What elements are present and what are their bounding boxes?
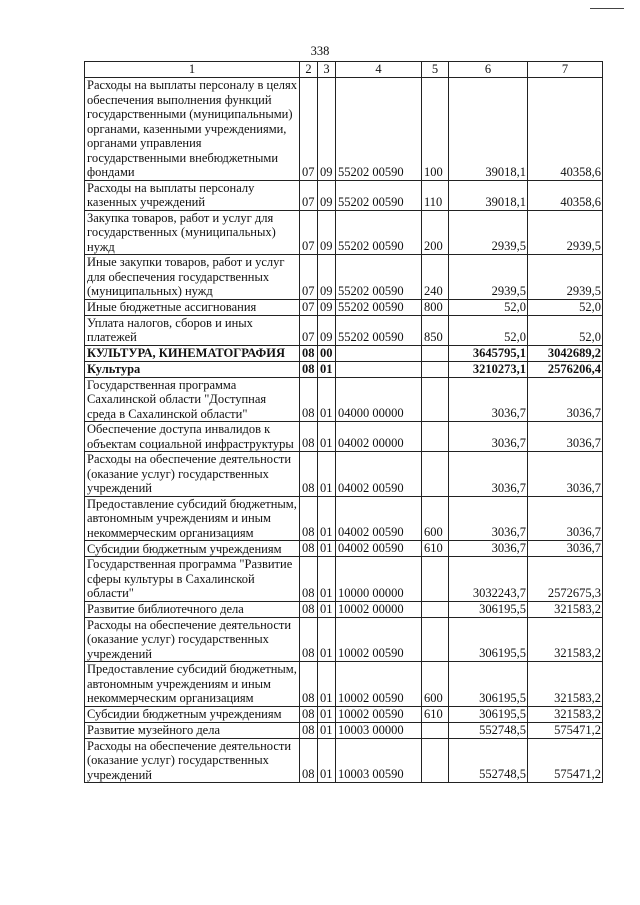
table-row (85, 722, 603, 738)
row-amount-1: 39018,1 (449, 78, 528, 181)
row-amount-2: 3036,7 (528, 422, 603, 452)
table-row (85, 496, 603, 541)
row-subsection-code: 09 (318, 255, 336, 300)
row-subsection-code: 01 (318, 361, 336, 377)
row-target-article: 55202 00590 (336, 210, 422, 255)
row-section-code: 08 (300, 361, 318, 377)
row-target-article: 55202 00590 (336, 315, 422, 345)
row-section-code: 07 (300, 255, 318, 300)
row-subsection-code: 01 (318, 601, 336, 617)
row-subsection-code: 09 (318, 299, 336, 315)
row-name: Государственная программа "Развитие сферы культуры в Сахалинской области" (85, 557, 300, 602)
row-target-article: 04000 00000 (336, 377, 422, 422)
row-amount-2: 321583,2 (528, 706, 603, 722)
scan-mark (590, 8, 624, 9)
row-name: Расходы на выплаты персоналу в целях обеспечения выполнения функций государственными (муниципальными) органами, казенными учреждениями, органами управления государственными внебюджетными фондами (85, 78, 300, 181)
row-subsection-code: 09 (318, 210, 336, 255)
row-amount-1: 2939,5 (449, 255, 528, 300)
row-amount-1: 52,0 (449, 299, 528, 315)
table-row (85, 299, 603, 315)
row-section-code: 08 (300, 706, 318, 722)
row-amount-1: 552748,5 (449, 738, 528, 783)
row-expense-type (422, 738, 449, 783)
row-amount-2: 3042689,2 (528, 345, 603, 361)
row-subsection-code: 01 (318, 617, 336, 662)
row-expense-type: 600 (422, 662, 449, 707)
row-target-article: 10003 00590 (336, 738, 422, 783)
column-header: 6 (449, 62, 528, 78)
row-name: Обеспечение доступа инвалидов к объектам социальной инфраструктуры (85, 422, 300, 452)
table-row (85, 601, 603, 617)
row-expense-type (422, 345, 449, 361)
row-target-article: 10002 00000 (336, 601, 422, 617)
budget-table (84, 61, 603, 783)
row-name: Субсидии бюджетным учреждениям (85, 541, 300, 557)
table-row (85, 452, 603, 497)
row-name: Развитие библиотечного дела (85, 601, 300, 617)
column-header: 4 (336, 62, 422, 78)
row-subsection-code: 01 (318, 377, 336, 422)
column-header: 2 (300, 62, 318, 78)
row-expense-type: 110 (422, 180, 449, 210)
row-section-code: 08 (300, 345, 318, 361)
table-row (85, 345, 603, 361)
row-expense-type: 800 (422, 299, 449, 315)
table-row (85, 541, 603, 557)
table-row (85, 315, 603, 345)
row-name: Расходы на обеспечение деятельности (оказание услуг) государственных учреждений (85, 617, 300, 662)
row-expense-type (422, 452, 449, 497)
row-subsection-code: 09 (318, 78, 336, 181)
row-amount-2: 321583,2 (528, 601, 603, 617)
row-subsection-code: 00 (318, 345, 336, 361)
row-target-article: 04002 00000 (336, 422, 422, 452)
row-target-article: 04002 00590 (336, 541, 422, 557)
row-amount-1: 2939,5 (449, 210, 528, 255)
row-expense-type (422, 601, 449, 617)
row-target-article: 55202 00590 (336, 78, 422, 181)
row-amount-2: 3036,7 (528, 377, 603, 422)
row-expense-type: 100 (422, 78, 449, 181)
row-section-code: 08 (300, 617, 318, 662)
row-section-code: 08 (300, 541, 318, 557)
page-number: 338 (310, 44, 330, 58)
row-section-code: 08 (300, 557, 318, 602)
row-amount-1: 52,0 (449, 315, 528, 345)
row-subsection-code: 01 (318, 541, 336, 557)
row-name: Уплата налогов, сборов и иных платежей (85, 315, 300, 345)
row-expense-type: 600 (422, 496, 449, 541)
row-section-code: 07 (300, 315, 318, 345)
row-section-code: 08 (300, 496, 318, 541)
table-header-row (85, 62, 603, 78)
row-amount-1: 39018,1 (449, 180, 528, 210)
table-row (85, 422, 603, 452)
row-target-article (336, 361, 422, 377)
row-amount-1: 3036,7 (449, 452, 528, 497)
row-section-code: 07 (300, 78, 318, 181)
row-target-article: 10002 00590 (336, 617, 422, 662)
row-subsection-code: 01 (318, 662, 336, 707)
table-row (85, 255, 603, 300)
row-amount-1: 3210273,1 (449, 361, 528, 377)
row-name: Предоставление субсидий бюджетным, автономным учреждениям и иным некоммерческим организациям (85, 496, 300, 541)
row-target-article: 04002 00590 (336, 452, 422, 497)
row-amount-2: 3036,7 (528, 452, 603, 497)
table-row (85, 738, 603, 783)
row-amount-2: 575471,2 (528, 738, 603, 783)
table-row (85, 377, 603, 422)
row-subsection-code: 09 (318, 180, 336, 210)
row-amount-1: 306195,5 (449, 706, 528, 722)
column-header: 1 (85, 62, 300, 78)
column-header: 3 (318, 62, 336, 78)
row-name: Иные закупки товаров, работ и услуг для обеспечения государственных (муниципальных) нужд (85, 255, 300, 300)
row-amount-2: 3036,7 (528, 496, 603, 541)
row-target-article: 55202 00590 (336, 180, 422, 210)
row-name: Расходы на обеспечение деятельности (оказание услуг) государственных учреждений (85, 452, 300, 497)
row-amount-2: 321583,2 (528, 617, 603, 662)
column-header: 7 (528, 62, 603, 78)
row-name: Расходы на выплаты персоналу казенных учреждений (85, 180, 300, 210)
row-subsection-code: 01 (318, 738, 336, 783)
row-amount-2: 2576206,4 (528, 361, 603, 377)
table-row (85, 662, 603, 707)
row-section-code: 07 (300, 180, 318, 210)
row-amount-1: 552748,5 (449, 722, 528, 738)
row-amount-1: 3036,7 (449, 422, 528, 452)
row-section-code: 08 (300, 601, 318, 617)
row-section-code: 08 (300, 738, 318, 783)
column-header: 5 (422, 62, 449, 78)
row-subsection-code: 01 (318, 496, 336, 541)
table-row (85, 180, 603, 210)
row-subsection-code: 01 (318, 706, 336, 722)
row-target-article: 10003 00000 (336, 722, 422, 738)
row-section-code: 08 (300, 377, 318, 422)
row-name: Культура (85, 361, 300, 377)
table-row (85, 617, 603, 662)
row-section-code: 07 (300, 299, 318, 315)
row-expense-type (422, 617, 449, 662)
row-amount-2: 40358,6 (528, 78, 603, 181)
row-amount-1: 3036,7 (449, 377, 528, 422)
row-section-code: 08 (300, 722, 318, 738)
row-section-code: 08 (300, 452, 318, 497)
row-name: Развитие музейного дела (85, 722, 300, 738)
row-subsection-code: 01 (318, 557, 336, 602)
row-name: Субсидии бюджетным учреждениям (85, 706, 300, 722)
table-row (85, 78, 603, 181)
row-name: Иные бюджетные ассигнования (85, 299, 300, 315)
row-amount-2: 52,0 (528, 315, 603, 345)
row-target-article: 10002 00590 (336, 662, 422, 707)
row-target-article: 55202 00590 (336, 299, 422, 315)
row-amount-2: 40358,6 (528, 180, 603, 210)
row-expense-type: 610 (422, 706, 449, 722)
row-expense-type (422, 722, 449, 738)
row-subsection-code: 09 (318, 315, 336, 345)
row-amount-1: 3645795,1 (449, 345, 528, 361)
row-amount-1: 3036,7 (449, 541, 528, 557)
row-expense-type: 200 (422, 210, 449, 255)
row-expense-type (422, 557, 449, 602)
row-amount-2: 2939,5 (528, 255, 603, 300)
row-amount-2: 52,0 (528, 299, 603, 315)
row-target-article: 04002 00590 (336, 496, 422, 541)
row-expense-type (422, 422, 449, 452)
row-amount-2: 2939,5 (528, 210, 603, 255)
row-expense-type: 610 (422, 541, 449, 557)
row-name: Предоставление субсидий бюджетным, автономным учреждениям и иным некоммерческим организациям (85, 662, 300, 707)
row-amount-1: 3032243,7 (449, 557, 528, 602)
row-section-code: 07 (300, 210, 318, 255)
table-row (85, 210, 603, 255)
row-name: Закупка товаров, работ и услуг для государственных (муниципальных) нужд (85, 210, 300, 255)
row-expense-type (422, 377, 449, 422)
row-subsection-code: 01 (318, 452, 336, 497)
row-section-code: 08 (300, 662, 318, 707)
row-amount-1: 3036,7 (449, 496, 528, 541)
table-row (85, 361, 603, 377)
table-row (85, 706, 603, 722)
row-target-article: 10002 00590 (336, 706, 422, 722)
row-expense-type: 850 (422, 315, 449, 345)
row-target-article: 10000 00000 (336, 557, 422, 602)
table-row (85, 557, 603, 602)
row-expense-type (422, 361, 449, 377)
row-target-article: 55202 00590 (336, 255, 422, 300)
row-name: Расходы на обеспечение деятельности (оказание услуг) государственных учреждений (85, 738, 300, 783)
row-name: КУЛЬТУРА, КИНЕМАТОГРАФИЯ (85, 345, 300, 361)
row-amount-1: 306195,5 (449, 617, 528, 662)
row-name: Государственная программа Сахалинской области "Доступная среда в Сахалинской области" (85, 377, 300, 422)
row-amount-2: 321583,2 (528, 662, 603, 707)
row-amount-1: 306195,5 (449, 601, 528, 617)
row-amount-2: 575471,2 (528, 722, 603, 738)
row-amount-1: 306195,5 (449, 662, 528, 707)
row-expense-type: 240 (422, 255, 449, 300)
row-subsection-code: 01 (318, 422, 336, 452)
row-amount-2: 2572675,3 (528, 557, 603, 602)
row-subsection-code: 01 (318, 722, 336, 738)
row-amount-2: 3036,7 (528, 541, 603, 557)
row-section-code: 08 (300, 422, 318, 452)
row-target-article (336, 345, 422, 361)
